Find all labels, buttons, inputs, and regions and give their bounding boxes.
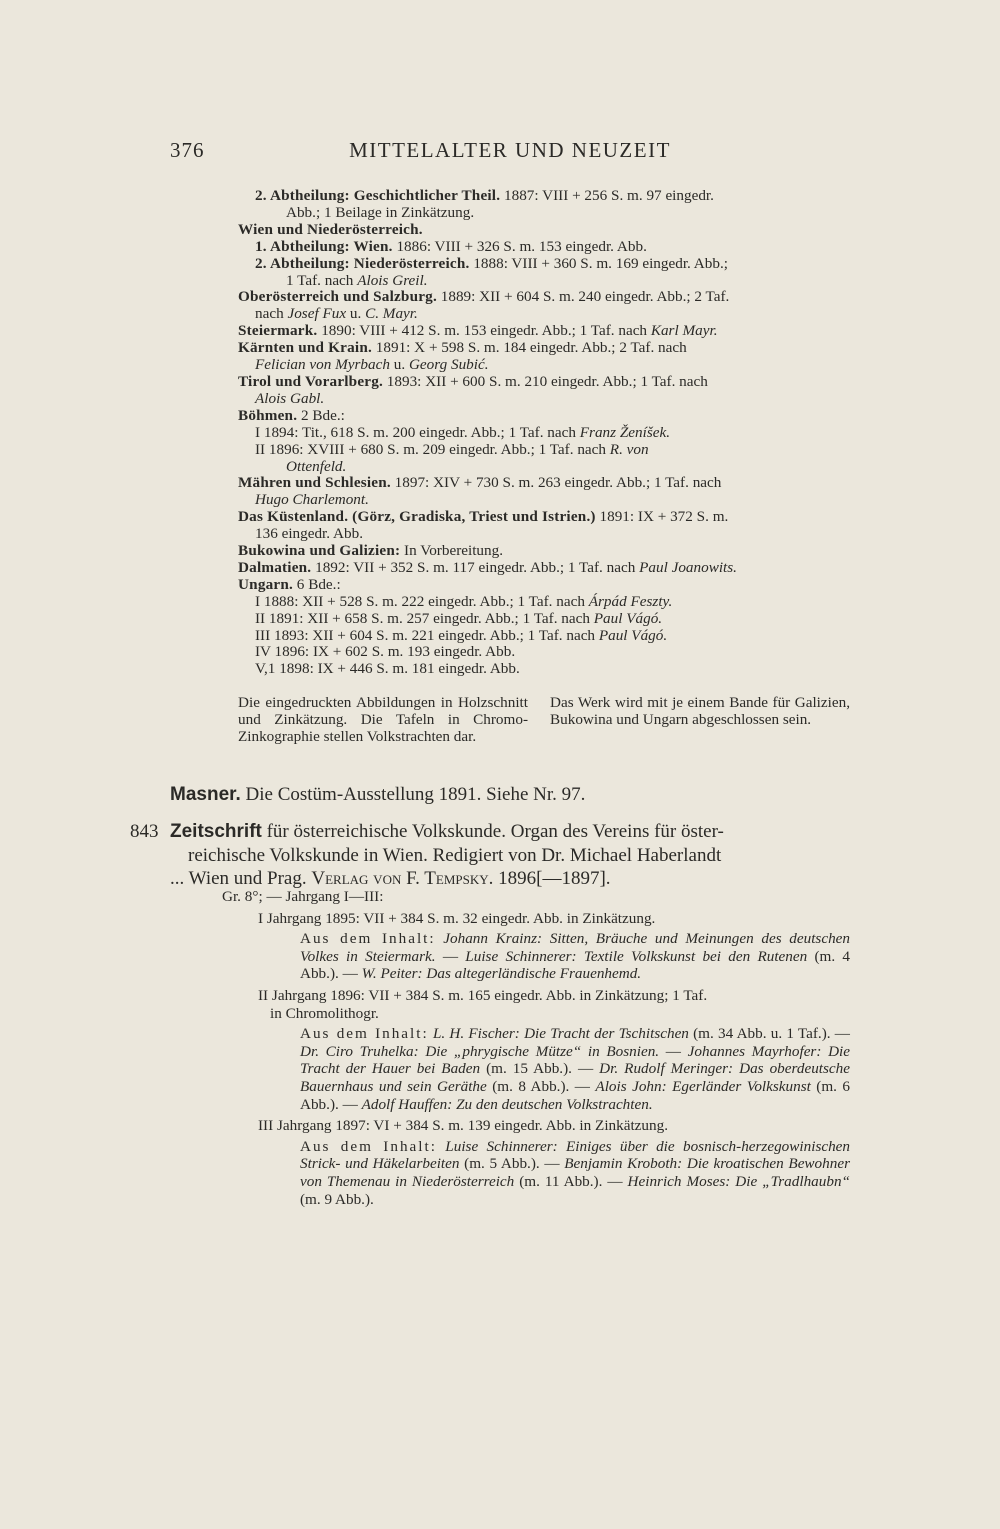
region-title: Steiermark. xyxy=(238,322,318,340)
entry-publisher: Verlag von F. Tempsky. xyxy=(311,868,494,889)
region-title: Tirol und Vorarlberg. xyxy=(238,372,383,390)
text-run: In Vorbereitung. xyxy=(400,542,504,560)
volume-line xyxy=(238,239,850,256)
entry-number: 843 xyxy=(130,821,159,842)
text-run: (m. 34 Abb. u. 1 Taf.). — xyxy=(688,1025,850,1043)
masner-entry xyxy=(170,784,850,806)
volume-line xyxy=(238,611,850,628)
text-run: nach xyxy=(255,305,288,323)
jahrgang-line xyxy=(222,1117,850,1135)
entry-line-1: für österreichische Volkskunde. Organ des Vereins für öster- xyxy=(261,821,724,842)
volume-line xyxy=(238,408,850,425)
text-run: I 1894: Tit., 618 S. m. 200 eingedr. Abb.; 1 Taf. nach xyxy=(255,423,580,441)
entry-line-3a: ... Wien und Prag. xyxy=(170,868,312,889)
volume-line xyxy=(238,459,850,476)
italic-text: Karl Mayr. xyxy=(650,322,718,340)
masner-name: Masner. xyxy=(170,784,241,805)
page-number: 376 xyxy=(170,138,205,162)
masner-text: Die Costüm-Ausstellung 1891. Siehe Nr. 97. xyxy=(240,784,586,805)
region-title: Ungarn. xyxy=(238,575,293,593)
italic-text: Johann Krainz: Sitten, Bräuche und Meinungen des deutschen Volkes in Steiermark. xyxy=(300,930,850,965)
italic-text: Heinrich Moses: Die „Tradlhaubn“ xyxy=(627,1172,850,1190)
italic-text: Dr. Ciro Truhelka: Die „phrygische Mütze“ in Bosnien. xyxy=(300,1042,660,1060)
text-run: 1889: XII + 604 S. m. 240 eingedr. Abb.; 2 Taf. xyxy=(436,288,730,306)
text-run: 1897: XIV + 730 S. m. 263 eingedr. Abb.; 1 Taf. nach xyxy=(390,474,722,492)
volume-line xyxy=(238,560,850,577)
contents-summary xyxy=(222,1025,850,1113)
note-right: Das Werk wird mit je einem Bande für Galizien, Bukowina und Ungarn abgeschlossen sein. xyxy=(550,694,850,728)
volume-line xyxy=(238,222,850,239)
text-run: IV 1896: IX + 602 S. m. 193 eingedr. Abb. xyxy=(255,643,516,661)
volume-line xyxy=(238,357,850,374)
region-title: 2. Abtheilung: Niederösterreich. xyxy=(255,254,470,272)
volume-line xyxy=(238,323,850,340)
region-title: Wien und Niederösterreich. xyxy=(238,220,423,238)
jahrgang-main: II Jahrgang 1896: VII + 384 S. m. 165 eingedr. Abb. in Zinkätzung; 1 Taf. xyxy=(258,986,708,1004)
italic-text: W. Peiter: Das altegerländische Frauenhemd. xyxy=(361,965,642,983)
italic-text: Paul Vágó. xyxy=(598,626,668,644)
region-title: Mähren und Schlesien. xyxy=(238,474,391,492)
contents-label: Aus dem Inhalt: xyxy=(300,1137,437,1155)
entry-line-2: reichische Volkskunde in Wien. Redigiert von Dr. Michael Haberlandt xyxy=(188,844,722,866)
italic-text: Alois Gabl. xyxy=(255,389,325,407)
entry-text xyxy=(170,820,850,891)
italic-text: Paul Vágó. xyxy=(593,609,663,627)
region-title: Das Küstenland. (Görz, Gradiska, Triest und Istrien.) xyxy=(238,508,596,526)
text-run: 1892: VII + 352 S. m. 117 eingedr. Abb.; 1 Taf. nach xyxy=(311,558,640,576)
volume-line xyxy=(238,273,850,290)
region-title: 2. Abtheilung: Geschichtlicher Theil. xyxy=(255,187,501,204)
text-run: 6 Bde.: xyxy=(293,575,341,593)
region-title: 1. Abtheilung: Wien. xyxy=(255,237,393,255)
text-run: u. xyxy=(389,356,409,374)
volume-line xyxy=(238,628,850,645)
text-run: (m. 5 Abb.). — xyxy=(459,1155,565,1173)
region-title: Dalmatien. xyxy=(238,558,312,576)
italic-text: Felician von Myrbach xyxy=(255,356,390,374)
text-run: 1891: IX + 372 S. m. xyxy=(595,508,729,526)
italic-text: Alois John: Egerländer Volkskunst xyxy=(595,1077,811,1095)
text-run: u. xyxy=(346,305,366,323)
volume-line xyxy=(238,289,850,306)
volume-line xyxy=(238,188,850,205)
volume-line xyxy=(238,577,850,594)
jahrgang-line xyxy=(222,910,850,928)
italic-text: Hugo Charlemont. xyxy=(255,491,369,509)
jahrgang-main: III Jahrgang 1897: VI + 384 S. m. 139 eingedr. Abb. in Zinkätzung. xyxy=(258,1117,669,1135)
contents-label: Aus dem Inhalt: xyxy=(300,930,436,948)
text-run: (m. 8 Abb.). — xyxy=(486,1077,596,1095)
text-run: Abb.; 1 Beilage in Zinkätzung. xyxy=(286,203,475,221)
text-run: (m. 6 Abb.). — xyxy=(300,1077,851,1113)
page-header xyxy=(170,138,850,168)
volume-line xyxy=(238,509,850,526)
text-run: I 1888: XII + 528 S. m. 222 eingedr. Abb.; 1 Taf. nach xyxy=(255,592,589,610)
italic-text: Josef Fux xyxy=(287,305,347,323)
italic-text: Alois Greil. xyxy=(357,271,428,289)
format-line: Gr. 8°; — Jahrgang I—III: xyxy=(222,888,384,905)
region-title: Böhmen. xyxy=(238,406,298,424)
volume-line xyxy=(238,256,850,273)
italic-text: Árpád Feszty. xyxy=(588,592,673,610)
text-run: (m. 4 Abb.). — xyxy=(300,947,851,983)
jahrgang-main: I Jahrgang 1895: VII + 384 S. m. 32 eingedr. Abb. in Zinkätzung. xyxy=(258,909,656,927)
italic-text: Franz Ženíšek. xyxy=(579,423,671,441)
volume-line xyxy=(238,475,850,492)
volume-line xyxy=(238,442,850,459)
italic-text: Luise Schinnerer: Textile Volkskunst bei den Rutenen xyxy=(465,947,808,965)
running-title: MITTELALTER UND NEUZEIT xyxy=(349,138,671,162)
contents-label: Aus dem Inhalt: xyxy=(300,1025,429,1043)
text-run: 136 eingedr. Abb. xyxy=(255,525,363,543)
note-left: Die eingedruckten Abbildungen in Holzschnitt und Zinkätzung. Die Tafeln in Chromo-Zinkographie stellen Volkstrachten dar. xyxy=(238,694,528,745)
series-volume-list xyxy=(238,188,850,678)
text-run: 1887: VIII + 256 S. m. 97 eingedr. xyxy=(500,187,714,204)
entry-title: Zeitschrift xyxy=(170,821,262,842)
text-run: II 1891: XII + 658 S. m. 257 eingedr. Abb.; 1 Taf. nach xyxy=(255,609,594,627)
italic-text: Adolf Hauffen: Zu den deutschen Volkstrachten. xyxy=(361,1095,653,1113)
text-run: V,1 1898: IX + 446 S. m. 181 eingedr. Abb. xyxy=(255,660,520,678)
volume-line xyxy=(238,594,850,611)
text-run: III 1893: XII + 604 S. m. 221 eingedr. Abb.; 1 Taf. nach xyxy=(255,626,599,644)
entry-line-3b: 1896[—1897]. xyxy=(493,868,611,889)
volume-line xyxy=(238,205,850,222)
text-run: II 1896: XVIII + 680 S. m. 209 eingedr. Abb.; 1 Taf. nach xyxy=(255,440,610,458)
volume-line xyxy=(238,306,850,323)
volume-line xyxy=(238,661,850,678)
italic-text: Johannes Mayrhofer: Die Tracht der Hauer bei Baden xyxy=(300,1042,850,1078)
italic-text: L. H. Fischer: Die Tracht der Tschitschen xyxy=(432,1025,689,1043)
italic-text: Luise Schinnerer: Einiges über die bosnisch-herzegowinischen Strick- und Häkelarbeiten xyxy=(300,1137,851,1173)
volume-line xyxy=(238,526,850,543)
volume-line xyxy=(238,340,850,357)
region-title: Kärnten und Krain. xyxy=(238,339,372,357)
volume-line xyxy=(238,644,850,661)
entry-details xyxy=(222,888,850,1208)
text-run: 1891: X + 598 S. m. 184 eingedr. Abb.; 2 Taf. nach xyxy=(371,339,687,357)
text-run: 1 Taf. nach xyxy=(286,271,358,289)
italic-text: Benjamin Kroboth: Die kroatischen Bewohner von Themenau in Niederösterreich xyxy=(300,1155,850,1190)
volume-line xyxy=(238,543,850,560)
italic-text: Dr. Rudolf Meringer: Das oberdeutsche Bauernhaus und sein Geräthe xyxy=(300,1060,850,1095)
italic-text: Georg Subić. xyxy=(408,356,489,374)
text-run: 1886: VIII + 326 S. m. 153 eingedr. Abb. xyxy=(392,237,647,255)
contents-summary xyxy=(222,1138,850,1208)
text-run: 1893: XII + 600 S. m. 210 eingedr. Abb.; 1 Taf. nach xyxy=(383,372,708,390)
jahrgang-cont: in Chromolithogr. xyxy=(270,1004,379,1022)
region-title: Oberösterreich und Salzburg. xyxy=(238,288,437,306)
italic-text: Paul Joanowits. xyxy=(639,558,737,576)
text-run: (m. 11 Abb.). — xyxy=(514,1172,628,1190)
volume-line xyxy=(238,391,850,408)
region-title: Bukowina und Galizien: xyxy=(238,542,401,560)
text-run: 1888: VIII + 360 S. m. 169 eingedr. Abb.; xyxy=(469,254,728,272)
text-run: 1890: VIII + 412 S. m. 153 eingedr. Abb.; 1 Taf. nach xyxy=(317,322,651,340)
volume-line xyxy=(238,492,850,509)
text-run: (m. 9 Abb.). xyxy=(300,1190,374,1208)
italic-text: R. von xyxy=(609,440,649,458)
text-run: 2 Bde.: xyxy=(297,406,345,424)
text-run: — xyxy=(659,1042,688,1060)
volume-line xyxy=(238,374,850,391)
volume-line xyxy=(238,425,850,442)
jahrgang-line xyxy=(222,987,850,1022)
italic-text: C. Mayr. xyxy=(365,305,418,323)
text-run: (m. 15 Abb.). — xyxy=(480,1060,600,1078)
italic-text: Ottenfeld. xyxy=(286,457,347,475)
text-run: — xyxy=(435,947,466,965)
contents-summary xyxy=(222,930,850,983)
